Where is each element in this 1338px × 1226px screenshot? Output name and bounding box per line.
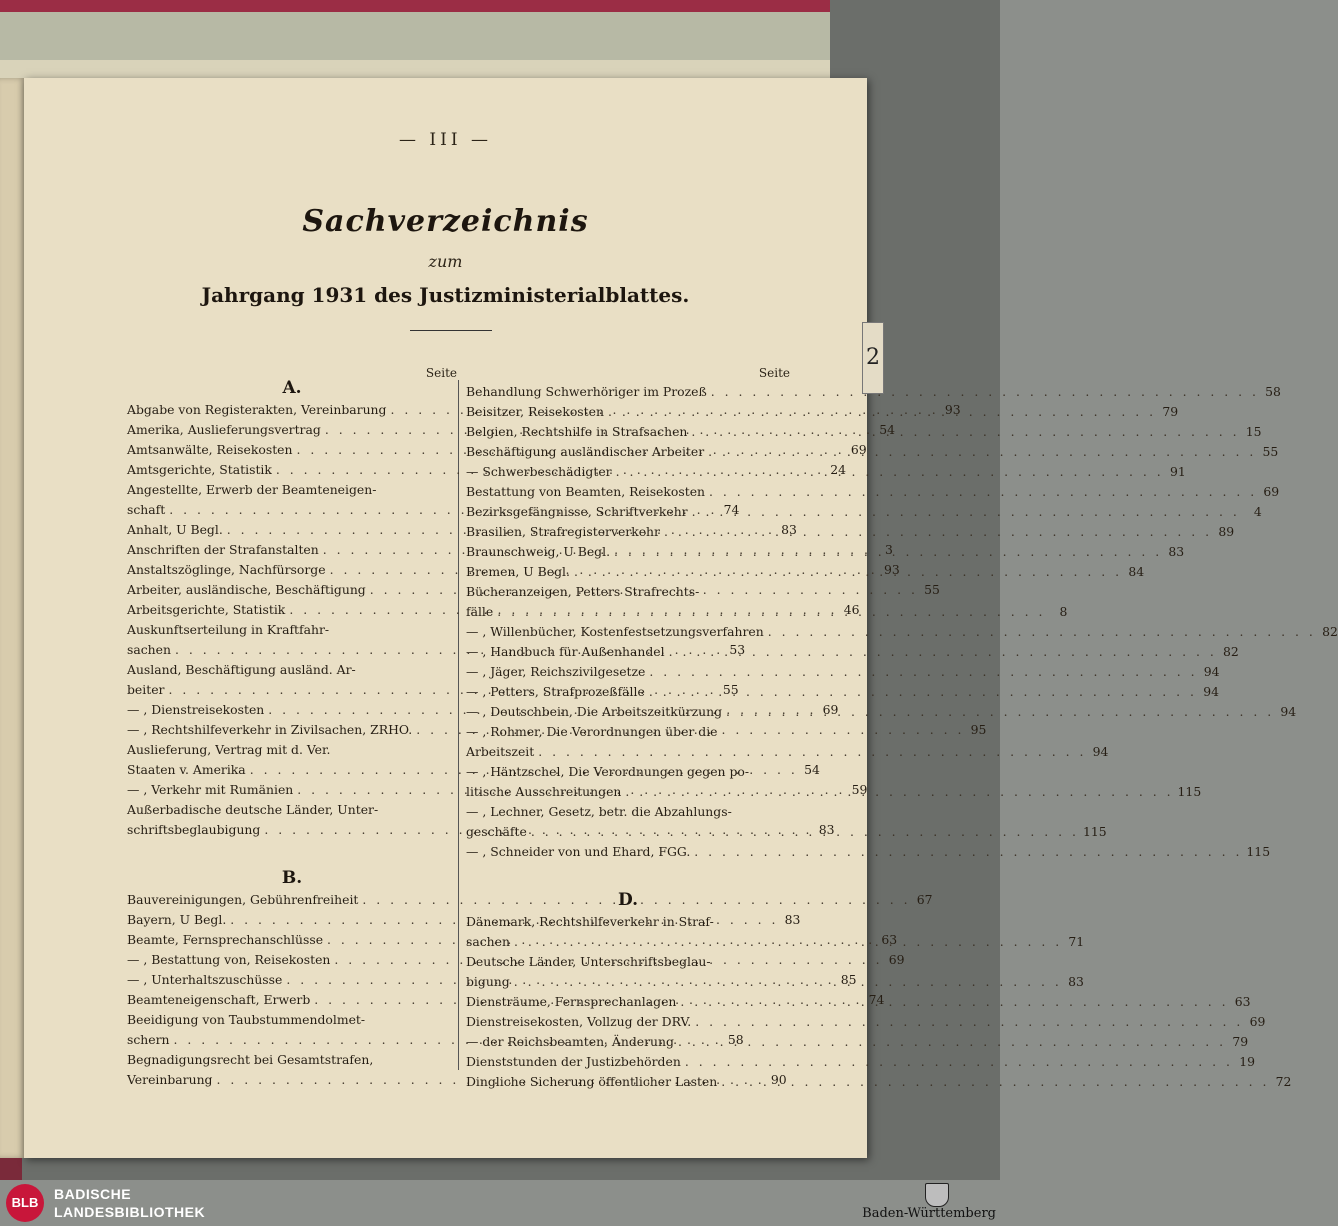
entry-page: 72 xyxy=(1275,1074,1292,1089)
entry-page: 58 xyxy=(1265,384,1281,399)
title-rule xyxy=(410,330,492,331)
entry-page: 74 xyxy=(723,502,740,517)
index-entry xyxy=(127,1010,457,1030)
entry-page: 115 xyxy=(1177,784,1202,799)
dot-leader xyxy=(709,482,1257,502)
entry-text: Bücheranzeigen, Petters Strafrechts- xyxy=(466,584,700,599)
entry-text: litische Ausschreitungen xyxy=(466,784,622,799)
entry-text: — , Dienstreisekosten xyxy=(127,702,265,717)
entry-page: 85 xyxy=(840,972,857,987)
dot-leader xyxy=(649,682,1197,702)
entry-page: 83 xyxy=(784,912,801,927)
entry-page: 94 xyxy=(1203,664,1220,679)
entry-page: 58 xyxy=(727,1032,744,1047)
entry-page: 94 xyxy=(1203,684,1219,699)
entry-text: fälle xyxy=(466,604,494,619)
entry-page: 24 xyxy=(830,462,847,477)
entry-text: beiter xyxy=(127,682,165,697)
entry-page: 53 xyxy=(729,642,746,657)
entry-page: 46 xyxy=(843,602,860,617)
entry-page: 82 xyxy=(1222,644,1239,659)
index-entry xyxy=(127,1050,457,1070)
entry-page: 63 xyxy=(881,932,898,947)
entry-page: 3 xyxy=(885,542,893,557)
entry-text: — Schwerbeschädigter xyxy=(466,464,612,479)
entry-text: schern xyxy=(127,1032,170,1047)
entry-text: Bestattung von Beamten, Reisekosten xyxy=(466,484,706,499)
index-entry xyxy=(127,660,457,680)
entry-text: Arbeiter, ausländische, Beschäftigung xyxy=(127,582,366,597)
index-entry xyxy=(127,620,457,640)
index-entry xyxy=(127,890,933,910)
library-name-line1: BADISCHE xyxy=(54,1186,132,1202)
entry-text: Angestellte, Erwerb der Beamteneigen- xyxy=(127,482,377,497)
entry-page: 83 xyxy=(1068,974,1084,989)
entry-text: — , Rechtshilfeverkehr in Zivilsachen, ZRHO. xyxy=(127,722,413,737)
entry-text: Dienststunden der Justizbehörden xyxy=(466,1054,681,1069)
entry-page: 69 xyxy=(822,702,839,717)
dot-leader xyxy=(692,502,1240,522)
dot-leader xyxy=(574,562,1122,582)
entry-text: — , Rohmer, Die Verordnungen über die xyxy=(466,724,718,739)
dot-leader xyxy=(616,462,1164,482)
entry-text: Beisitzer, Reisekosten xyxy=(466,404,604,419)
index-entry xyxy=(466,842,1271,862)
dot-leader xyxy=(708,442,1256,462)
column-header-seite: Seite xyxy=(425,366,457,380)
page-number: — III — xyxy=(399,130,492,150)
page-subtitle: Jahrgang 1931 des Justizministerialblattes. xyxy=(201,283,690,307)
entry-page: 94 xyxy=(1280,704,1297,719)
dot-leader xyxy=(694,842,1242,862)
index-entry xyxy=(466,642,1239,662)
entry-text: Diensträume, Fernsprechanlagen xyxy=(466,994,677,1009)
dot-leader xyxy=(614,542,1162,562)
index-entry xyxy=(127,800,457,820)
dot-leader xyxy=(649,662,1197,682)
entry-page: 94 xyxy=(1092,744,1109,759)
entry-text: Dänemark, Rechtshilfeverkehr in Straf- xyxy=(466,914,714,929)
entry-text: — , Unterhaltszuschüsse xyxy=(127,972,283,987)
entry-page: 63 xyxy=(1234,994,1251,1009)
entry-page: 59 xyxy=(851,782,868,797)
index-entry xyxy=(466,1012,1266,1032)
entry-text: — , Schneider von und Ehard, FGG. xyxy=(466,844,691,859)
entry-page: 93 xyxy=(944,402,961,417)
dot-leader xyxy=(608,402,1156,422)
index-entry xyxy=(466,952,790,972)
section-letter-d: D. xyxy=(617,890,639,910)
page-title: Sachverzeichnis xyxy=(302,204,589,239)
entry-text: Abgabe von Registerakten, Vereinbarung xyxy=(127,402,387,417)
index-entry xyxy=(466,802,790,822)
index-entry xyxy=(466,582,790,602)
entry-text: geschäfte xyxy=(466,824,527,839)
index-entry xyxy=(466,622,1338,642)
entry-text: sachen xyxy=(127,642,171,657)
entry-page: 69 xyxy=(850,442,867,457)
title-connector: zum xyxy=(428,252,463,271)
entry-text: — , Bestattung von, Reisekosten xyxy=(127,952,331,967)
entry-page: 79 xyxy=(1232,1034,1249,1049)
entry-text: Auslieferung, Vertrag mit d. Ver. xyxy=(127,742,331,757)
entry-text: — , Häntzschel, Die Verordnungen gegen po- xyxy=(466,764,750,779)
index-entry xyxy=(466,762,790,782)
entry-text: schriftsbeglaubigung xyxy=(127,822,261,837)
entry-page: 115 xyxy=(1246,844,1271,859)
entry-text: Behandlung Schwerhöriger im Prozeß xyxy=(466,384,707,399)
entry-text: Außerbadische deutsche Länder, Unter- xyxy=(127,802,379,817)
entry-text: Staaten v. Amerika xyxy=(127,762,246,777)
entry-text: Bayern, U Begl. xyxy=(127,912,227,927)
entry-page: 95 xyxy=(970,722,987,737)
entry-page: 15 xyxy=(1245,424,1262,439)
entry-text: — , Deutschbein, Die Arbeitszeitkürzung xyxy=(466,704,723,719)
entry-page: 74 xyxy=(868,992,885,1007)
entry-text: Beamteneigenschaft, Erwerb xyxy=(127,992,311,1007)
entry-page: 82 xyxy=(1322,624,1338,639)
entry-page: 55 xyxy=(722,682,739,697)
entry-text: Anhalt, U Begl. xyxy=(127,522,223,537)
dot-leader xyxy=(768,622,1316,642)
dot-leader xyxy=(726,702,1274,722)
entry-text: Anschriften der Strafanstalten xyxy=(127,542,319,557)
entry-text: Dingliche Sicherung öffentlicher Lasten xyxy=(466,1074,718,1089)
entry-page: 55 xyxy=(1262,444,1279,459)
entry-text: Ausland, Beschäftigung ausländ. Ar- xyxy=(127,662,356,677)
page-edges xyxy=(0,0,830,80)
dot-leader xyxy=(514,932,1062,952)
index-entry xyxy=(466,662,1220,682)
index-entry xyxy=(466,502,1262,522)
entry-text: Auskunftserteilung in Kraftfahr- xyxy=(127,622,330,637)
index-entry xyxy=(466,912,790,932)
entry-text: sachen xyxy=(466,934,510,949)
index-entry xyxy=(466,1052,1255,1072)
entry-page: 91 xyxy=(1169,464,1186,479)
section-letter-b: B. xyxy=(281,868,303,888)
entry-page: 90 xyxy=(770,1072,787,1087)
page-tab: 2 xyxy=(862,322,884,394)
entry-text: Bauvereinigungen, Gebührenfreiheit xyxy=(127,892,359,907)
section-letter-a: A. xyxy=(282,378,302,398)
entry-text: Beschäftigung ausländischer Arbeiter xyxy=(466,444,705,459)
index-entry xyxy=(466,542,1185,562)
entry-page: 55 xyxy=(924,582,940,597)
index-entry xyxy=(466,722,790,742)
entry-page: 89 xyxy=(1218,524,1235,539)
entry-text: Bezirksgefängnisse, Schriftverkehr xyxy=(466,504,688,519)
blb-logo[interactable]: BLB xyxy=(6,1184,44,1222)
entry-page: 84 xyxy=(1128,564,1145,579)
dot-leader xyxy=(497,602,1045,622)
entry-text: Arbeitsgerichte, Statistik xyxy=(127,602,286,617)
entry-text: Arbeitszeit xyxy=(466,744,535,759)
entry-text: Anstaltszöglinge, Nachfürsorge xyxy=(127,562,326,577)
entry-page: 71 xyxy=(1068,934,1085,949)
index-entry xyxy=(127,740,457,760)
entry-text: bigung xyxy=(466,974,510,989)
entry-text: Belgien, Rechtshilfe in Strafsachen xyxy=(466,424,688,439)
dot-leader xyxy=(680,992,1228,1012)
dot-leader xyxy=(625,782,1173,802)
left-page-edge xyxy=(0,78,26,1158)
entry-text: Amtsanwälte, Reisekosten xyxy=(127,442,293,457)
entry-page: 67 xyxy=(916,892,933,907)
entry-page: 83 xyxy=(781,522,797,537)
entry-page: 19 xyxy=(1239,1054,1255,1069)
entry-text: Begnadigungsrecht bei Gesamtstrafen, xyxy=(127,1052,374,1067)
entry-text: Amtsgerichte, Statistik xyxy=(127,462,272,477)
entry-page: 69 xyxy=(888,952,905,967)
footer-bar xyxy=(0,1180,1000,1226)
dot-leader xyxy=(678,1032,1226,1052)
entry-text: — , Jäger, Reichszivilgesetze xyxy=(466,664,646,679)
entry-text: — , Lechner, Gesetz, betr. die Abzahlungs- xyxy=(466,804,732,819)
entry-page: 8 xyxy=(1059,604,1068,619)
entry-text: Deutsche Länder, Unterschriftsbeglau- xyxy=(466,954,711,969)
entry-page: 83 xyxy=(818,822,835,837)
entry-text: Vereinbarung xyxy=(127,1072,213,1087)
entry-page: 54 xyxy=(879,422,895,437)
entry-page: 54 xyxy=(804,762,820,777)
library-name-line2: LANDESBIBLIOTHEK xyxy=(54,1204,206,1220)
entry-text: — , Verkehr mit Rumänien xyxy=(127,782,294,797)
index-entry xyxy=(466,382,1281,402)
entry-page: 69 xyxy=(1263,484,1280,499)
dot-leader xyxy=(531,822,1079,842)
entry-text: Bremen, U Begl. xyxy=(466,564,570,579)
index-entry xyxy=(127,480,457,500)
dot-leader xyxy=(711,382,1259,402)
entry-text: Braunschweig, U Begl. xyxy=(466,544,611,559)
index-entry xyxy=(466,522,1235,542)
entry-page: 79 xyxy=(1162,404,1179,419)
index-entry xyxy=(466,742,1109,762)
entry-text: Amerika, Auslieferungsvertrag xyxy=(127,422,321,437)
entry-text: Beamte, Fernsprechanschlüsse xyxy=(127,932,324,947)
dot-leader xyxy=(669,642,1217,662)
entry-text: — , Petters, Strafprozeßfälle xyxy=(466,684,645,699)
region-label: Baden-Württemberg xyxy=(862,1206,996,1221)
coat-of-arms-icon xyxy=(925,1183,949,1207)
index-entry xyxy=(466,1032,1249,1052)
entry-page: 93 xyxy=(883,562,900,577)
entry-text: Beeidigung von Taubstummendolmet- xyxy=(127,1012,366,1027)
entry-page: 69 xyxy=(1249,1014,1266,1029)
entry-text: schaft xyxy=(127,502,166,517)
entry-text: — , Willenbücher, Kostenfestsetzungsverfahren xyxy=(466,624,764,639)
entry-text: Brasilien, Strafregisterverkehr xyxy=(466,524,660,539)
dot-leader xyxy=(685,1052,1233,1072)
index-entry xyxy=(466,1072,1292,1092)
column-header-seite: Seite xyxy=(758,366,790,380)
entry-text: Dienstreisekosten, Vollzug der DRV. xyxy=(466,1014,692,1029)
entry-page: 83 xyxy=(1168,544,1185,559)
entry-page: 4 xyxy=(1253,504,1262,519)
dot-leader xyxy=(691,422,1239,442)
index-entry xyxy=(466,482,1280,502)
entry-page: 115 xyxy=(1082,824,1107,839)
entry-text: — der Reichsbeamten, Änderung xyxy=(466,1034,674,1049)
dot-leader xyxy=(538,742,1086,762)
dot-leader xyxy=(695,1012,1243,1032)
index-entry xyxy=(466,682,1219,702)
entry-text: — , Handbuch für Außenhandel xyxy=(466,644,665,659)
dot-leader xyxy=(514,972,1062,992)
dot-leader xyxy=(721,1072,1269,1092)
dot-leader xyxy=(664,522,1212,542)
